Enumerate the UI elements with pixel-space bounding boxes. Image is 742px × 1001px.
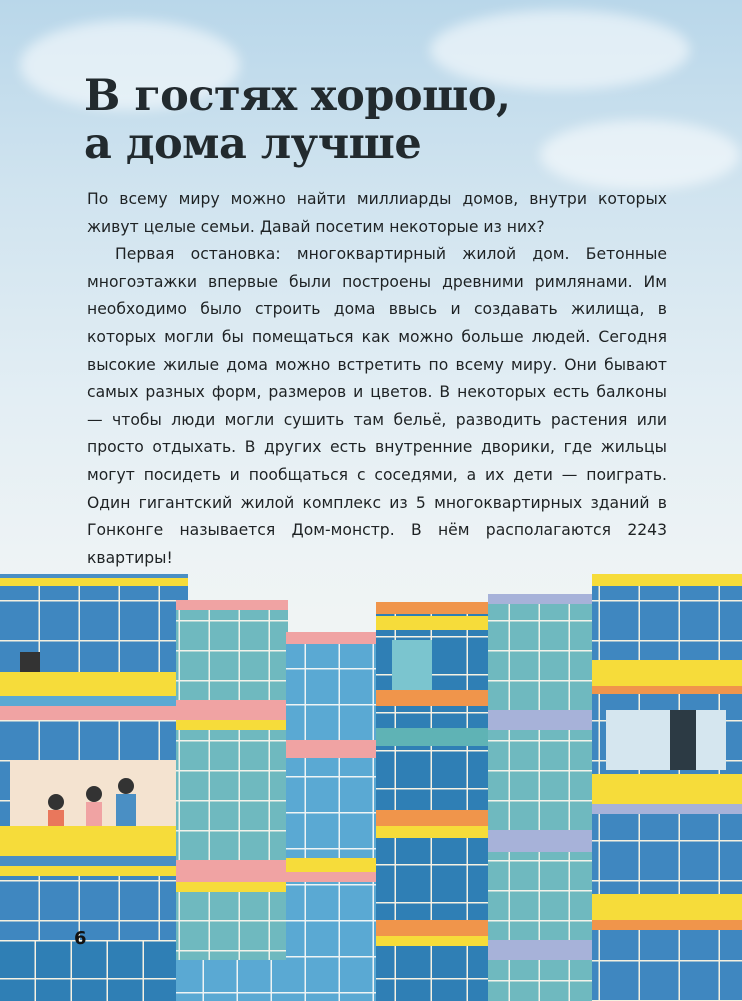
apartment-buildings-illustration xyxy=(0,560,742,1001)
building-3 xyxy=(286,632,376,1001)
body-text xyxy=(87,186,667,572)
building-left xyxy=(0,574,188,1001)
building-5 xyxy=(488,594,594,1001)
title-line-2: а дома лучше xyxy=(84,119,422,169)
title-line-1: В гостях хорошо, xyxy=(84,71,511,121)
page-number: 6 xyxy=(74,928,87,949)
paragraph-intro: По всему миру можно найти миллиарды домов, внутри которых живут целые семьи. Давай посетим некоторые из них? xyxy=(87,190,667,236)
building-right xyxy=(592,574,742,1001)
paragraph-apartments: Первая остановка: многоквартирный жилой дом. Бетонные многоэтажки впервые были построены древними римлянами. Им необходимо было строить дома ввысь и создавать жилища, в которых могли бы помещаться как можно больше людей. Сегодня высокие жилые дома можно встретить по всему миру. Они бывают самых разных форм, размеров и цветов. В некоторых есть балконы — чтобы люди могли сушить там бельё, разводить растения или просто отдыхать. В других есть внутренние дворики, где жильцы могут посидеть и пообщаться с соседями, а их дети — поиграть. Один гигантский жилой комплекс из 5 многоквартирных зданий в Гонконге называется Дом-монстр. В нём располагаются 2243 квартиры! xyxy=(87,245,667,567)
page-title xyxy=(84,72,510,168)
building-center xyxy=(376,602,488,1001)
sky-cloud xyxy=(540,120,740,190)
building-2 xyxy=(176,600,288,1001)
